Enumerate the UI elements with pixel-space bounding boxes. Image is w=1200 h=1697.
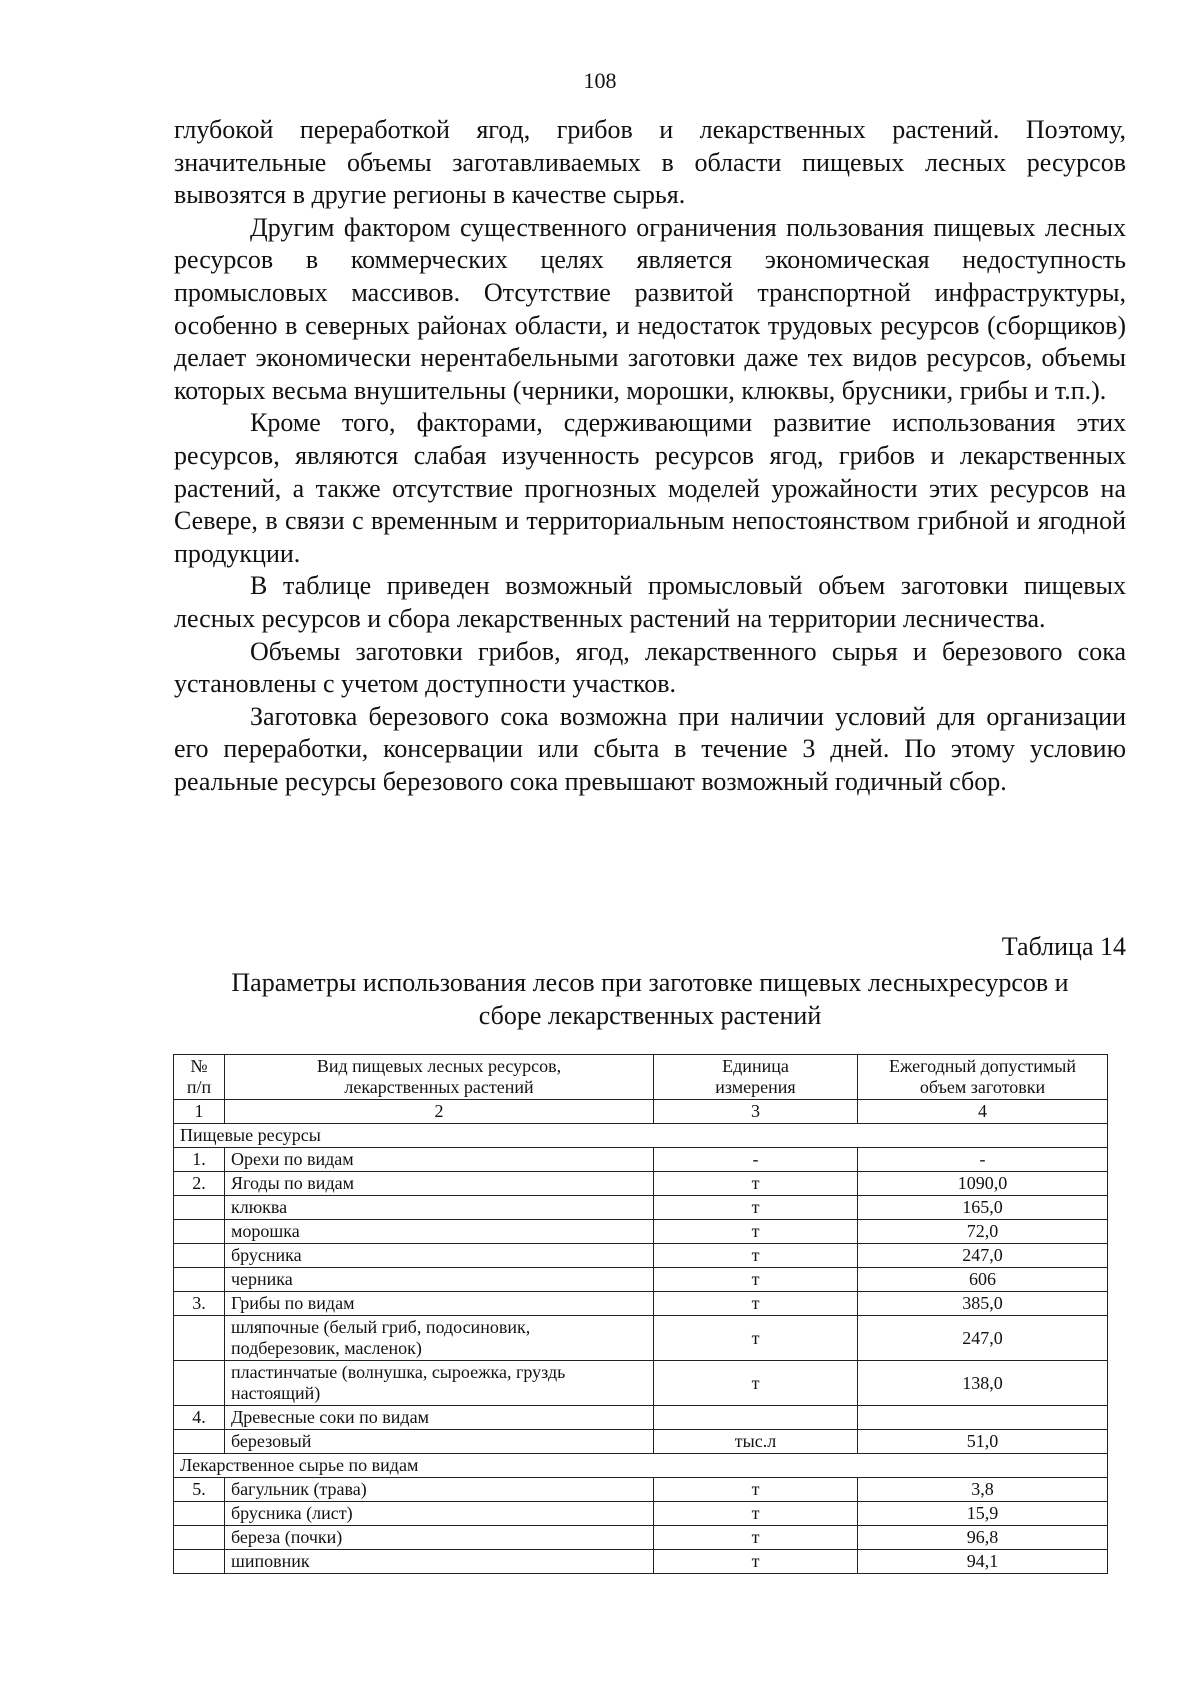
row-volume: 94,1 xyxy=(858,1550,1108,1574)
row-unit: т xyxy=(654,1550,858,1574)
row-number: 5. xyxy=(174,1478,225,1502)
row-number: 3. xyxy=(174,1292,225,1316)
body-text xyxy=(174,114,1126,798)
table-row xyxy=(174,1550,1108,1574)
row-number: 1. xyxy=(174,1148,225,1172)
row-name: морошка xyxy=(225,1220,654,1244)
table-row xyxy=(174,1196,1108,1220)
table-row xyxy=(174,1502,1108,1526)
row-volume: 3,8 xyxy=(858,1478,1108,1502)
table-row xyxy=(174,1406,1108,1430)
column-number-row xyxy=(174,1100,1108,1124)
row-volume: 51,0 xyxy=(858,1430,1108,1454)
row-unit: - xyxy=(654,1148,858,1172)
paragraph: Объемы заготовки грибов, ягод, лекарственного сырья и березового сока установлены с учетом доступности участков. xyxy=(174,636,1126,699)
row-volume: 15,9 xyxy=(858,1502,1108,1526)
column-number: 1 xyxy=(174,1100,225,1124)
row-unit: т xyxy=(654,1361,858,1406)
row-volume: 247,0 xyxy=(858,1244,1108,1268)
row-name: черника xyxy=(225,1268,654,1292)
row-volume: 247,0 xyxy=(858,1316,1108,1361)
table-row xyxy=(174,1478,1108,1502)
row-volume: 72,0 xyxy=(858,1220,1108,1244)
row-name: Орехи по видам xyxy=(225,1148,654,1172)
row-number xyxy=(174,1196,225,1220)
row-unit: тыс.л xyxy=(654,1430,858,1454)
paragraph: глубокой переработкой ягод, грибов и лекарственных растений. Поэтому, значительные объемы заготавливаемых в области пищевых лесных ресурсов вывозятся в другие регионы в качестве сырья. xyxy=(174,115,1126,210)
row-unit: т xyxy=(654,1268,858,1292)
header-cell-resource-type: Вид пищевых лесных ресурсов, лекарственных растений xyxy=(225,1055,654,1100)
table-row xyxy=(174,1292,1108,1316)
section-medicinal: Лекарственное сырье по видам xyxy=(174,1454,1108,1478)
row-unit: т xyxy=(654,1292,858,1316)
row-number xyxy=(174,1244,225,1268)
row-number xyxy=(174,1220,225,1244)
paragraph: Другим фактором существенного ограничения пользования пищевых лесных ресурсов в коммерческих целях является экономическая недоступность промысловых массивов. Отсутствие развитой транспортной инфраструктуры, особенно в северных районах области, и недостаток трудовых ресурсов (сборщиков) делает экономически нерентабельными заготовки даже тех видов ресурсов, объемы которых весьма внушительны (черники, морошки, клюквы, брусники, грибы и т.п.). xyxy=(174,212,1126,405)
section-food: Пищевые ресурсы xyxy=(174,1124,1108,1148)
table-row xyxy=(174,1220,1108,1244)
row-number xyxy=(174,1268,225,1292)
row-volume: 138,0 xyxy=(858,1361,1108,1406)
row-unit: т xyxy=(654,1172,858,1196)
row-name: березовый xyxy=(225,1430,654,1454)
row-number xyxy=(174,1316,225,1361)
row-name: береза (почки) xyxy=(225,1526,654,1550)
column-number: 4 xyxy=(858,1100,1108,1124)
header-cell-unit: Единица измерения xyxy=(654,1055,858,1100)
table-row xyxy=(174,1361,1108,1406)
column-number: 3 xyxy=(654,1100,858,1124)
row-volume xyxy=(858,1406,1108,1430)
table-title-line: Параметры использования лесов при заготовке пищевых лесныхресурсов и xyxy=(231,968,1069,997)
row-unit: т xyxy=(654,1526,858,1550)
section-row xyxy=(174,1454,1108,1478)
row-number xyxy=(174,1361,225,1406)
row-name: клюква xyxy=(225,1196,654,1220)
row-unit: т xyxy=(654,1244,858,1268)
header-cell-volume: Ежегодный допустимый объем заготовки xyxy=(858,1055,1108,1100)
column-number: 2 xyxy=(225,1100,654,1124)
table-title-line: сборе лекарственных растений xyxy=(478,1001,822,1030)
table-row xyxy=(174,1526,1108,1550)
table-row xyxy=(174,1244,1108,1268)
row-name: шляпочные (белый гриб, подосиновик, подберезовик, масленок) xyxy=(225,1316,654,1361)
row-number xyxy=(174,1550,225,1574)
header-cell-number: № п/п xyxy=(174,1055,225,1100)
paragraph: Заготовка березового сока возможна при наличии условий для организации его переработки, консервации или сбыта в течение 3 дней. По этому условию реальные ресурсы березового сока превышают возможный годичный сбор. xyxy=(174,701,1126,796)
table-row xyxy=(174,1268,1108,1292)
row-name: брусника (лист) xyxy=(225,1502,654,1526)
table-header-row xyxy=(174,1055,1108,1100)
row-unit: т xyxy=(654,1196,858,1220)
row-number: 4. xyxy=(174,1406,225,1430)
row-name: Грибы по видам xyxy=(225,1292,654,1316)
section-row xyxy=(174,1124,1108,1148)
row-unit: т xyxy=(654,1478,858,1502)
row-volume: 606 xyxy=(858,1268,1108,1292)
page-number: 108 xyxy=(583,68,617,93)
row-name: шиповник xyxy=(225,1550,654,1574)
row-number xyxy=(174,1502,225,1526)
table-row xyxy=(174,1430,1108,1454)
table-title xyxy=(174,966,1126,1032)
table-row xyxy=(174,1172,1108,1196)
row-name: брусника xyxy=(225,1244,654,1268)
row-volume: 1090,0 xyxy=(858,1172,1108,1196)
row-volume: 165,0 xyxy=(858,1196,1108,1220)
row-number: 2. xyxy=(174,1172,225,1196)
row-unit xyxy=(654,1406,858,1430)
row-volume: 96,8 xyxy=(858,1526,1108,1550)
paragraph: В таблице приведен возможный промысловый объем заготовки пищевых лесных ресурсов и сбора лекарственных растений на территории лесничества. xyxy=(174,571,1126,633)
paragraph: Кроме того, факторами, сдерживающими развитие использования этих ресурсов, являются слабая изученность ресурсов ягод, грибов и лекарственных растений, а также отсутствие прогнозных моделей урожайности этих ресурсов на Севере, в связи с временным и территориальным непостоянством грибной и ягодной продукции. xyxy=(174,408,1126,568)
row-unit: т xyxy=(654,1502,858,1526)
row-volume: - xyxy=(858,1148,1108,1172)
table-row xyxy=(174,1148,1108,1172)
row-name: Древесные соки по видам xyxy=(225,1406,654,1430)
row-unit: т xyxy=(654,1220,858,1244)
row-number xyxy=(174,1526,225,1550)
row-name: багульник (трава) xyxy=(225,1478,654,1502)
resources-table xyxy=(173,1054,1108,1574)
row-number xyxy=(174,1430,225,1454)
row-name: пластинчатые (волнушка, сыроежка, груздь настоящий) xyxy=(225,1361,654,1406)
row-name: Ягоды по видам xyxy=(225,1172,654,1196)
row-unit: т xyxy=(654,1316,858,1361)
table-label: Таблица 14 xyxy=(1001,932,1126,961)
table-row xyxy=(174,1316,1108,1361)
row-volume: 385,0 xyxy=(858,1292,1108,1316)
